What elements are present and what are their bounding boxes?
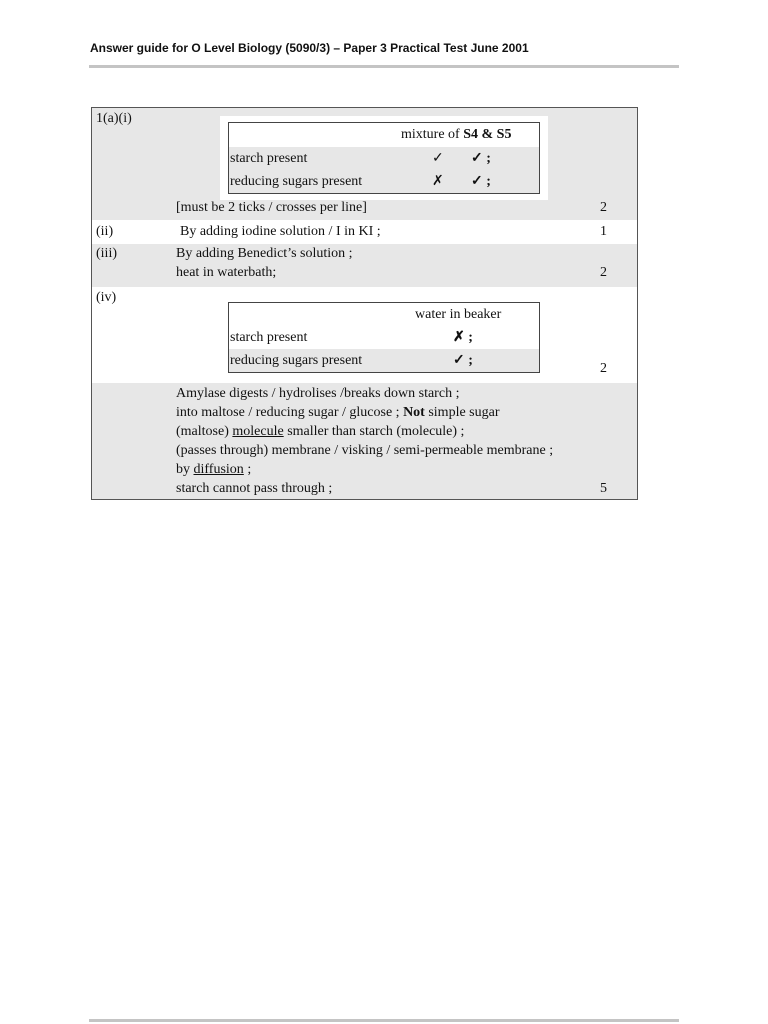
table-row xyxy=(229,170,539,193)
header-rule xyxy=(89,65,679,68)
mark-value: 2 xyxy=(600,361,607,376)
answer-table xyxy=(91,107,638,500)
answer-line: starch cannot pass through ; xyxy=(176,481,333,496)
tick-icon: ✓ ; xyxy=(471,151,491,166)
table-row xyxy=(229,147,539,170)
tick-icon: ✓ xyxy=(432,151,444,166)
row-label: reducing sugars present xyxy=(230,174,363,189)
answer-line: Amylase digests / hydrolises /breaks down starch ; xyxy=(176,386,460,401)
answer-text: By adding iodine solution / I in KI ; xyxy=(180,224,381,239)
answer-note: [must be 2 ticks / crosses per line] xyxy=(176,200,367,215)
answer-line: by diffusion ; xyxy=(176,462,252,477)
mark-value: 2 xyxy=(600,265,607,280)
question-label: (iv) xyxy=(96,290,117,305)
row-1b xyxy=(92,383,637,499)
table-backdrop xyxy=(220,116,548,200)
table-header-row xyxy=(229,303,539,326)
row-label: reducing sugars present xyxy=(230,353,363,368)
question-label: (ii) xyxy=(96,224,114,239)
question-label: 1(a)(i) xyxy=(96,111,132,126)
page-header: Answer guide for O Level Biology (5090/3) – Paper 3 Practical Test June 2001 xyxy=(90,41,529,55)
mark-value: 5 xyxy=(600,481,607,496)
tick-icon: ✓ ; xyxy=(471,174,491,189)
water-results-table xyxy=(228,302,540,373)
column-header: water in beaker xyxy=(415,307,502,322)
footer-rule xyxy=(89,1019,679,1022)
table-header-row xyxy=(229,123,539,146)
cross-icon: ✗ ; xyxy=(453,330,473,345)
row-1aii xyxy=(92,220,637,244)
row-1aiv xyxy=(92,287,637,383)
table-row xyxy=(229,349,539,372)
cross-icon: ✗ xyxy=(432,174,444,189)
mark-value: 2 xyxy=(600,200,607,215)
question-label: (iii) xyxy=(96,246,117,261)
answer-line: heat in waterbath; xyxy=(176,265,277,280)
answer-line: By adding Benedict’s solution ; xyxy=(176,246,353,261)
row-1aiii xyxy=(92,244,637,287)
answer-line: (passes through) membrane / visking / semi-permeable membrane ; xyxy=(176,443,554,458)
table-row xyxy=(229,326,539,349)
mixture-results-table xyxy=(228,122,540,194)
row-label: starch present xyxy=(230,151,308,166)
tick-icon: ✓ ; xyxy=(453,353,473,368)
answer-line: (maltose) molecule smaller than starch (molecule) ; xyxy=(176,424,465,439)
column-header: mixture of S4 & S5 xyxy=(401,127,512,142)
row-label: starch present xyxy=(230,330,308,345)
row-1ai xyxy=(92,108,637,220)
mark-value: 1 xyxy=(600,224,607,239)
answer-line: into maltose / reducing sugar / glucose ; Not simple sugar xyxy=(176,405,500,420)
